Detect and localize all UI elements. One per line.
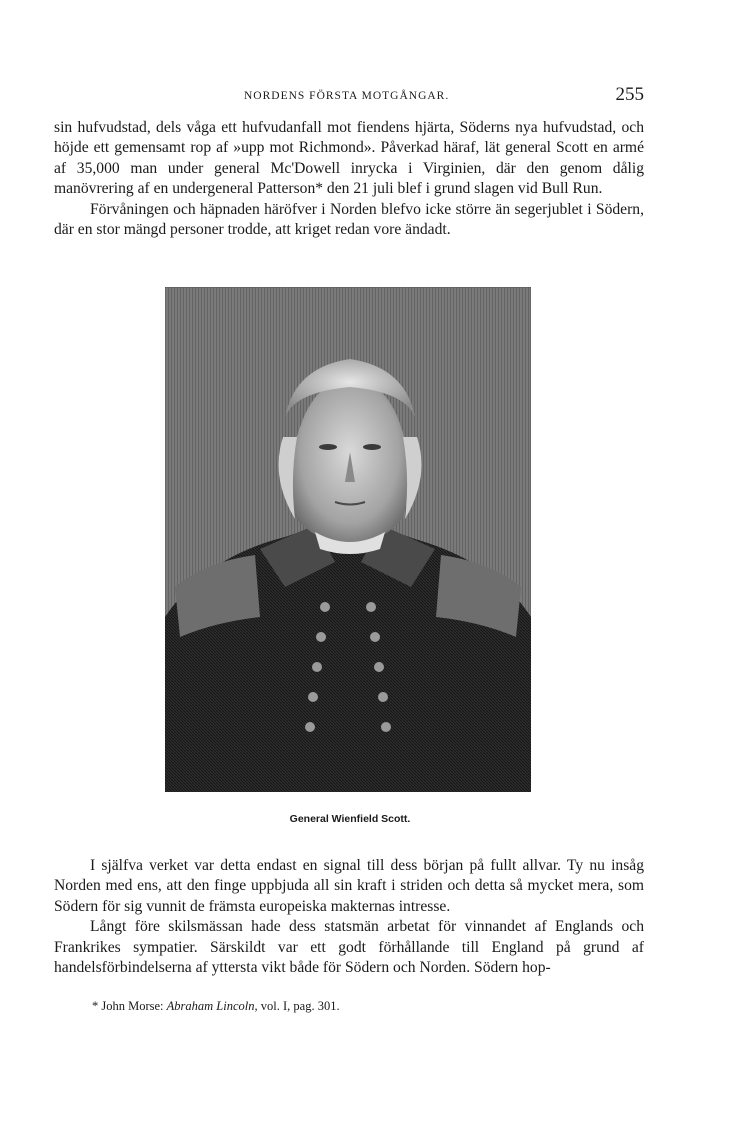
paragraph: sin hufvudstad, dels våga ett hufvudanfall mot fiendens hjärta, Söderns nya hufvudstad, och höjde ett gemensamt rop af »upp mot Richmond». Påverkad häraf, lät general Scott en armé af 35,000 man under general Mc'Dowell inrycka i Virginien, där den genom dålig manövrering af en undergeneral Patterson* den 21 juli blef i grund slagen vid Bull Run. — [54, 119, 644, 198]
body-text-bottom — [54, 856, 644, 978]
page-header — [54, 86, 644, 110]
footnote-marker: * — [92, 999, 99, 1013]
paragraph: Förvåningen och häpnaden häröfver i Norden blefvo icke större än segerjublet i Södern, där en stor mängd personer trodde, att kriget redan vore ändadt. — [54, 200, 644, 239]
footnote-title: Abraham Lincoln, — [166, 999, 258, 1013]
footnote-author: John Morse: — [101, 999, 164, 1013]
footnote — [92, 999, 340, 1014]
footnote-ref: vol. I, pag. 301. — [260, 999, 340, 1013]
running-head: NORDENS FÖRSTA MOTGÅNGAR. — [244, 90, 450, 102]
paragraph: I själfva verket var detta endast en signal till dess början på fullt allvar. Ty nu insåg Norden med ens, att den finge uppbjuda all sin kraft i striden och detta så mycket mera, som Södern för sig vunnit de främsta europeiska makternas intresse. — [54, 857, 644, 915]
figure-caption: General Wienfield Scott. — [289, 813, 411, 825]
portrait-engraving — [165, 287, 531, 792]
body-text-top — [54, 118, 644, 240]
paragraph: Långt före skilsmässan hade dess statsmän arbetat för vinnandet af Englands och Frankrikes sympatier. Särskildt var ett godt förhållande till England på grund af handelsförbindelserna af yttersta vikt både för Södern och Norden. Södern hop- — [54, 918, 644, 977]
page-number: 255 — [615, 84, 644, 105]
